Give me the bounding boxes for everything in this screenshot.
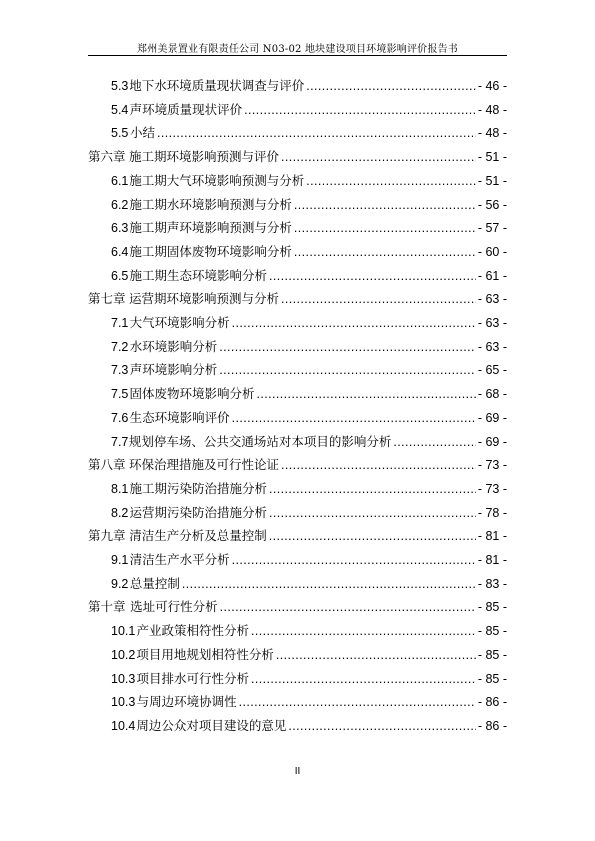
toc-entry-page: - 48 - [477, 126, 507, 140]
toc-dot-leader [257, 384, 476, 404]
toc-section-entry[interactable] [111, 621, 507, 641]
toc-entry-title: 规划停车场、公共交通场站对本项目的影响分析 [128, 434, 392, 449]
toc-entry-number: 7.1 [111, 316, 129, 330]
toc-entry-page: - 61 - [477, 269, 507, 283]
toc-entry-page: - 69 - [477, 411, 507, 425]
toc-section-entry[interactable] [111, 384, 507, 404]
toc-dot-leader [281, 455, 476, 475]
toc-dot-leader [281, 147, 476, 167]
toc-entry-number: 7.6 [111, 411, 129, 425]
toc-section-entry[interactable] [111, 195, 507, 215]
toc-entry-title: 大气环境影响分析 [129, 315, 230, 330]
toc-dot-leader [294, 218, 476, 238]
toc-entry-title: 固体废物环境影响分析 [129, 386, 255, 401]
toc-entry-number: 10.4 [111, 719, 136, 733]
toc-entry-page: - 46 - [477, 79, 507, 93]
toc-section-entry[interactable] [111, 408, 507, 428]
toc-entry-number: 8.1 [111, 482, 129, 496]
toc-entry-title: 施工期环境影响预测与评价 [129, 149, 280, 164]
toc-entry-page: - 63 - [477, 292, 507, 306]
toc-entry-page: - 86 - [477, 695, 507, 709]
toc-entry-number: 6.3 [111, 221, 129, 235]
toc-section-entry[interactable] [111, 266, 507, 286]
toc-dot-leader [306, 76, 476, 96]
toc-entry-page: - 48 - [477, 103, 507, 117]
page-number: II [294, 766, 301, 777]
toc-dot-leader [269, 503, 476, 523]
toc-section-entry[interactable] [111, 669, 507, 689]
toc-entry-title: 与周边环境协调性 [136, 694, 237, 709]
toc-chapter-entry[interactable] [88, 147, 507, 167]
toc-entry-page: - 86 - [477, 719, 507, 733]
toc-entry-page: - 81 - [477, 553, 507, 567]
toc-entry-page: - 63 - [477, 340, 507, 354]
toc-section-entry[interactable] [111, 479, 507, 499]
toc-chapter-entry[interactable] [88, 597, 507, 617]
toc-entry-number: 6.5 [111, 269, 129, 283]
toc-entry-number: 7.5 [111, 387, 129, 401]
toc-entry-title: 声环境质量现状评价 [129, 102, 243, 117]
toc-entry-number: 第九章 [88, 528, 126, 543]
toc-entry-page: - 57 - [477, 221, 507, 235]
toc-dot-leader [281, 289, 476, 309]
toc-dot-leader [239, 692, 476, 712]
toc-entry-title: 施工期声环境影响预测与分析 [129, 220, 292, 235]
toc-section-entry[interactable] [111, 123, 507, 143]
toc-entry-title: 运营期污染防治措施分析 [129, 505, 267, 520]
toc-entry-title: 施工期污染防治措施分析 [129, 481, 267, 496]
toc-entry-number: 5.5 [111, 126, 129, 140]
toc-entry-title: 施工期固体废物环境影响分析 [129, 244, 292, 259]
toc-dot-leader [232, 550, 476, 570]
toc-dot-leader [269, 479, 476, 499]
toc-dot-leader [288, 716, 475, 736]
toc-dot-leader [393, 432, 475, 452]
toc-entry-title: 生态环境影响评价 [129, 410, 230, 425]
toc-entry-page: - 85 - [477, 600, 507, 614]
toc-entry-title: 施工期大气环境影响预测与分析 [129, 173, 305, 188]
toc-entry-page: - 85 - [477, 672, 507, 686]
toc-entry-number: 8.2 [111, 506, 129, 520]
toc-entry-number: 7.7 [111, 435, 129, 449]
toc-entry-page: - 51 - [477, 150, 507, 164]
toc-entry-page: - 68 - [477, 387, 507, 401]
toc-section-entry[interactable] [111, 716, 507, 736]
toc-entry-number: 10.3 [111, 695, 136, 709]
toc-entry-number: 7.3 [111, 363, 129, 377]
running-header-title: 郑州美景置业有限责任公司 N03-02 地块建设项目环境影响评价报告书 [137, 44, 458, 55]
toc-dot-leader [232, 408, 476, 428]
toc-entry-page: - 81 - [477, 529, 507, 543]
toc-section-entry[interactable] [111, 550, 507, 570]
toc-entry-number: 第八章 [88, 457, 126, 472]
toc-entry-number: 9.1 [111, 553, 129, 567]
toc-dot-leader [244, 100, 476, 120]
toc-entry-page: - 78 - [477, 506, 507, 520]
toc-entry-title: 总量控制 [129, 576, 180, 591]
toc-entry-page: - 63 - [477, 316, 507, 330]
toc-section-entry[interactable] [111, 574, 507, 594]
toc-dot-leader [219, 337, 476, 357]
toc-dot-leader [276, 645, 476, 665]
toc-dot-leader [294, 242, 476, 262]
toc-entry-page: - 73 - [477, 482, 507, 496]
toc-dot-leader [157, 123, 476, 143]
toc-entry-number: 5.3 [111, 79, 129, 93]
toc-entry-page: - 85 - [477, 624, 507, 638]
toc-entry-title: 项目排水可行性分析 [136, 671, 250, 686]
toc-entry-number: 10.1 [111, 624, 136, 638]
toc-section-entry[interactable] [111, 218, 507, 238]
toc-entry-page: - 56 - [477, 198, 507, 212]
toc-dot-leader [294, 195, 476, 215]
toc-dot-leader [251, 669, 476, 689]
toc-section-entry[interactable] [111, 692, 507, 712]
toc-chapter-entry[interactable] [88, 289, 507, 309]
toc-entry-title: 项目用地规划相符性分析 [136, 647, 274, 662]
toc-section-entry[interactable] [111, 503, 507, 523]
toc-entry-number: 5.4 [111, 103, 129, 117]
toc-section-entry[interactable] [111, 171, 507, 191]
toc-entry-title: 选址可行性分析 [130, 599, 218, 614]
toc-entry-title: 清洁生产分析及总量控制 [129, 528, 267, 543]
toc-entry-number: 6.1 [111, 174, 129, 188]
toc-entry-page: - 60 - [477, 245, 507, 259]
toc-entry-number: 7.2 [111, 340, 129, 354]
toc-section-entry[interactable] [111, 645, 507, 665]
toc-section-entry[interactable] [111, 100, 507, 120]
toc-entry-page: - 65 - [477, 363, 507, 377]
toc-chapter-entry[interactable] [88, 526, 507, 546]
toc-section-entry[interactable] [111, 432, 507, 452]
toc-section-entry[interactable] [111, 76, 507, 96]
toc-entry-number: 6.4 [111, 245, 129, 259]
toc-dot-leader [219, 360, 476, 380]
toc-entry-title: 水环境影响分析 [129, 339, 218, 354]
toc-dot-leader [182, 574, 476, 594]
toc-entry-title: 清洁生产水平分析 [129, 552, 230, 567]
toc-entry-number: 第十章 [88, 599, 126, 614]
toc-section-entry[interactable] [111, 360, 507, 380]
toc-chapter-entry[interactable] [88, 455, 507, 475]
toc-entry-number: 第六章 [88, 149, 126, 164]
toc-section-entry[interactable] [111, 242, 507, 262]
toc-dot-leader [306, 171, 476, 191]
toc-section-entry[interactable] [111, 337, 507, 357]
toc-dot-leader [269, 266, 476, 286]
toc-entry-title: 产业政策相符性分析 [136, 623, 250, 638]
toc-entry-page: - 69 - [477, 435, 507, 449]
toc-entry-number: 第七章 [88, 291, 126, 306]
toc-entry-page: - 73 - [477, 458, 507, 472]
toc-entry-title: 运营期环境影响预测与分析 [129, 291, 280, 306]
toc-entry-page: - 51 - [477, 174, 507, 188]
header-divider [88, 55, 507, 56]
toc-entry-title: 小结 [130, 125, 156, 140]
toc-entry-number: 6.2 [111, 198, 129, 212]
toc-entry-page: - 85 - [477, 648, 507, 662]
toc-entry-number: 10.2 [111, 648, 136, 662]
toc-entry-title: 地下水环境质量现状调查与评价 [129, 78, 305, 93]
toc-entry-title: 周边公众对项目建设的意见 [136, 718, 287, 733]
toc-dot-leader [269, 526, 476, 546]
toc-entry-title: 声环境影响分析 [129, 362, 218, 377]
toc-entry-title: 环保治理措施及可行性论证 [129, 457, 280, 472]
toc-entry-title: 施工期水环境影响预测与分析 [129, 197, 292, 212]
toc-section-entry[interactable] [111, 313, 507, 333]
toc-dot-leader [251, 621, 476, 641]
toc-dot-leader [232, 313, 476, 333]
toc-entry-page: - 83 - [477, 577, 507, 591]
toc-entry-number: 9.2 [111, 577, 129, 591]
toc-entry-title: 施工期生态环境影响分析 [129, 268, 267, 283]
toc-entry-number: 10.3 [111, 672, 136, 686]
toc-dot-leader [220, 597, 476, 617]
